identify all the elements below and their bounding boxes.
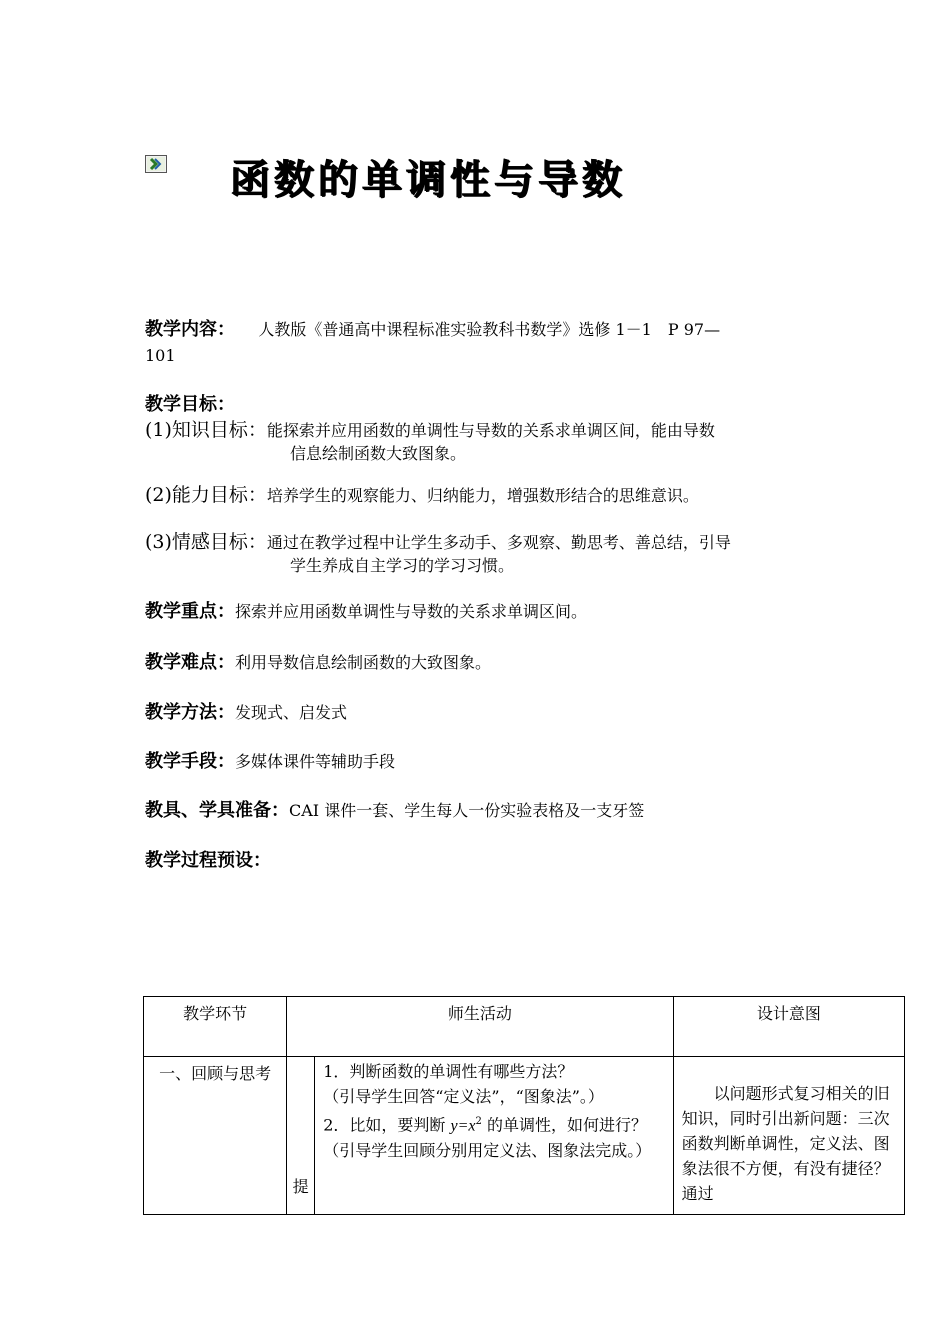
- table-row: [144, 1057, 905, 1215]
- objectives-label: 教学目标：: [145, 394, 235, 415]
- content-text: 人教版《普通高中课程标准实验教科书数学》选修 1－1 P 97—: [258, 320, 721, 339]
- document-icon: [145, 155, 167, 173]
- objective-knowledge: [145, 418, 715, 443]
- table-header-row: [144, 997, 905, 1057]
- objectives-heading: [145, 393, 235, 417]
- means-line: [145, 750, 395, 774]
- header-activity: 师生活动: [287, 997, 674, 1057]
- key-point-text: 探索并应用函数单调性与导数的关系求单调区间。: [235, 602, 588, 621]
- key-point-label: 教学重点：: [145, 601, 235, 622]
- objective-label: (2)能力目标：: [145, 484, 267, 506]
- tools-text: CAI 课件一套、学生每人一份实验表格及一支牙签: [289, 801, 645, 820]
- method-line: [145, 701, 347, 725]
- objective-text-cont: 学生养成自主学习的学习习惯。: [290, 556, 515, 575]
- tools-line: [145, 799, 644, 823]
- activity-q1-hint: （引导学生回答“定义法”，“图象法”。）: [323, 1087, 604, 1106]
- method-label: 教学方法：: [145, 702, 235, 723]
- content-label: 教学内容：: [145, 319, 235, 340]
- purpose-cell: 以问题形式复习相关的旧知识，同时引出新问题：三次函数判断单调性，定义法、图象法很不方便，有没有捷径？通过: [673, 1057, 904, 1215]
- content-line: [145, 318, 720, 342]
- math-y: y: [450, 1117, 458, 1135]
- objective-text: 培养学生的观察能力、归纳能力，增强数形结合的思维意识。: [266, 486, 699, 505]
- header-purpose: 设计意图: [673, 997, 904, 1057]
- objective-text: 能探索并应用函数的单调性与导数的关系求单调区间，能由导数: [266, 421, 715, 440]
- content-continuation: 101: [145, 346, 176, 365]
- method-text: 发现式、启发式: [235, 703, 348, 722]
- math-x: x: [468, 1117, 476, 1135]
- tools-label: 教具、学具准备：: [145, 800, 289, 821]
- objective-label: (3)情感目标：: [145, 531, 267, 553]
- process-line: [145, 849, 271, 873]
- activity-cell: [315, 1057, 673, 1215]
- activity-q1: 1．判断函数的单调性有哪些方法？: [323, 1062, 574, 1081]
- header-stage: 教学环节: [144, 997, 287, 1057]
- lesson-table: [143, 996, 905, 1215]
- activity-q2: [323, 1109, 664, 1163]
- activity-q2-suffix: 的单调性，如何进行？（引导学生回顾分别用定义法、图象法完成。）: [323, 1115, 652, 1161]
- means-text: 多媒体课件等辅助手段: [235, 752, 396, 771]
- side-cell: 提: [287, 1057, 315, 1215]
- math-exp: 2: [475, 1116, 482, 1127]
- stage-cell: 一、回顾与思考: [144, 1057, 287, 1215]
- objective-emotion: [145, 530, 731, 555]
- difficulty-line: [145, 651, 491, 675]
- process-label: 教学过程预设：: [145, 850, 271, 871]
- objective-ability: [145, 483, 699, 508]
- math-eq: =: [457, 1117, 469, 1135]
- key-point-line: [145, 600, 587, 624]
- difficulty-text: 利用导数信息绘制函数的大致图象。: [235, 653, 492, 672]
- difficulty-label: 教学难点：: [145, 652, 235, 673]
- page-title: 函数的单调性与导数: [230, 157, 626, 203]
- activity-q2-prefix: 2．比如，要判断: [323, 1115, 451, 1135]
- objective-text-cont: 信息绘制函数大致图象。: [290, 444, 467, 463]
- means-label: 教学手段：: [145, 751, 235, 772]
- objective-label: (1)知识目标：: [145, 419, 267, 441]
- objective-text: 通过在教学过程中让学生多动手、多观察、勤思考、善总结，引导: [266, 533, 731, 552]
